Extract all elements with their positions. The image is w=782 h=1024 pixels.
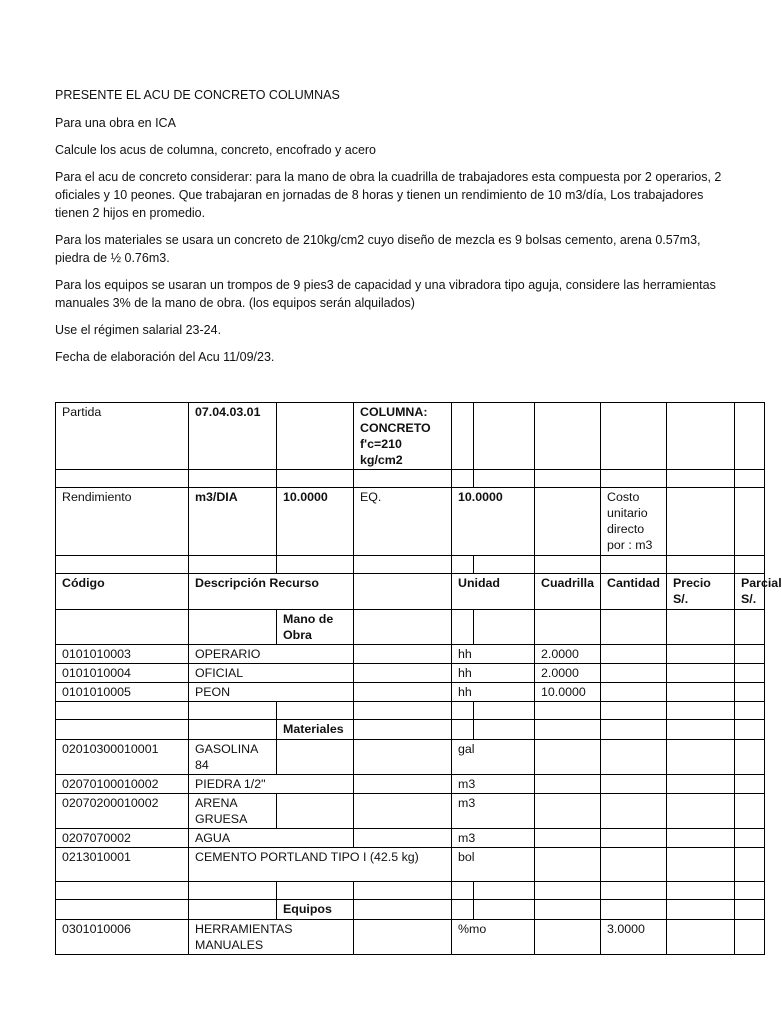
section-materiales: Materiales [277,720,354,740]
row-cantidad: 3.0000 [601,920,667,955]
row-description: AGUA [189,829,354,848]
paragraph-obra: Para una obra en ICA [55,116,176,130]
row-description: OPERARIO [189,645,354,664]
table-row [56,848,765,882]
paragraph-date: Fecha de elaboración del Acu 11/09/23. [55,350,275,364]
spacer-row [56,882,765,900]
row-cuadrilla: 2.0000 [535,645,601,664]
table-row [56,829,765,848]
row-code: 02070200010002 [56,794,189,829]
row-description: ARENA GRUESA [189,794,277,829]
header-cantidad: Cantidad [601,574,667,610]
document-title: PRESENTE EL ACU DE CONCRETO COLUMNAS [55,88,340,102]
row-unit: %mo [452,920,535,955]
table-row [56,775,765,794]
rendimiento-unit: m3/DIA [189,488,277,556]
table-row [56,740,765,775]
paragraph-regime: Use el régimen salarial 23-24. [55,323,222,337]
table-header-row [56,574,765,610]
row-code: 02010300010001 [56,740,189,775]
spacer-row [56,702,765,720]
section-row [56,900,765,920]
partida-row [56,403,765,470]
row-unit: hh [452,683,535,702]
eq-value: 10.0000 [452,488,535,556]
row-code: 0301010006 [56,920,189,955]
section-equipos: Equipos [277,900,354,920]
header-parcial: Parcial S/. [735,574,765,610]
partida-label: Partida [56,403,189,470]
paragraph-calc: Calcule los acus de columna, concreto, encofrado y acero [55,143,377,157]
row-unit: bol [452,848,535,882]
row-cuadrilla: 10.0000 [535,683,601,702]
row-description: OFICIAL [189,664,354,683]
table-row [56,645,765,664]
row-unit: hh [452,664,535,683]
header-descripcion: Descripción Recurso [189,574,354,610]
row-code: 0101010003 [56,645,189,664]
row-code: 02070100010002 [56,775,189,794]
header-precio: Precio S/. [667,574,735,610]
eq-label: EQ. [354,488,452,556]
row-code: 0101010005 [56,683,189,702]
table-row [56,920,765,955]
costo-unitario-label: Costo unitario directo por : m3 [601,488,667,556]
row-description: HERRAMIENTAS MANUALES [189,920,354,955]
paragraph-equipment: Para los equipos se usaran un trompos de 9 pies3 de capacidad y una vibradora tipo aguja, considere las herramientas manuales 3% de la mano de obra. (los equipos serán alquilados) [55,278,716,310]
row-description: CEMENTO PORTLAND TIPO I (42.5 kg) [189,848,452,882]
table-row [56,683,765,702]
table-row [56,794,765,829]
section-row [56,610,765,645]
header-unidad: Unidad [452,574,535,610]
row-code: 0207070002 [56,829,189,848]
header-cuadrilla: Cuadrilla [535,574,601,610]
rendimiento-row [56,488,765,556]
acu-table [55,402,782,955]
row-unit: gal [452,740,535,775]
paragraph-materials: Para los materiales se usara un concreto de 210kg/cm2 cuyo diseño de mezcla es 9 bolsas cemento, arena 0.57m3, piedra de ½ 0.76m3. [55,233,701,265]
section-row [56,720,765,740]
row-unit: m3 [452,829,535,848]
partida-code: 07.04.03.01 [189,403,277,470]
row-unit: m3 [452,775,535,794]
rendimiento-value: 10.0000 [277,488,354,556]
spacer-row [56,470,765,488]
spacer-row [56,556,765,574]
row-description: PEON [189,683,354,702]
row-description: PIEDRA 1/2" [189,775,354,794]
row-unit: hh [452,645,535,664]
row-description: GASOLINA 84 [189,740,277,775]
row-unit: m3 [452,794,535,829]
row-code: 0101010004 [56,664,189,683]
header-codigo: Código [56,574,189,610]
rendimiento-label: Rendimiento [56,488,189,556]
paragraph-labor: Para el acu de concreto considerar: para la mano de obra la cuadrilla de trabajadores esta compuesta por 2 operarios, 2 oficiales y 10 peones. Que trabajaran en jornadas de 8 horas y tienen un rendimiento de 10 m3/día, Los trabajadores tienen 2 hijos en promedio. [55,170,722,220]
row-cuadrilla: 2.0000 [535,664,601,683]
row-code: 0213010001 [56,848,189,882]
partida-description: COLUMNA: CONCRETO f'c=210 kg/cm2 [354,403,452,470]
table-row [56,664,765,683]
section-mano-de-obra: Mano de Obra [277,610,354,645]
